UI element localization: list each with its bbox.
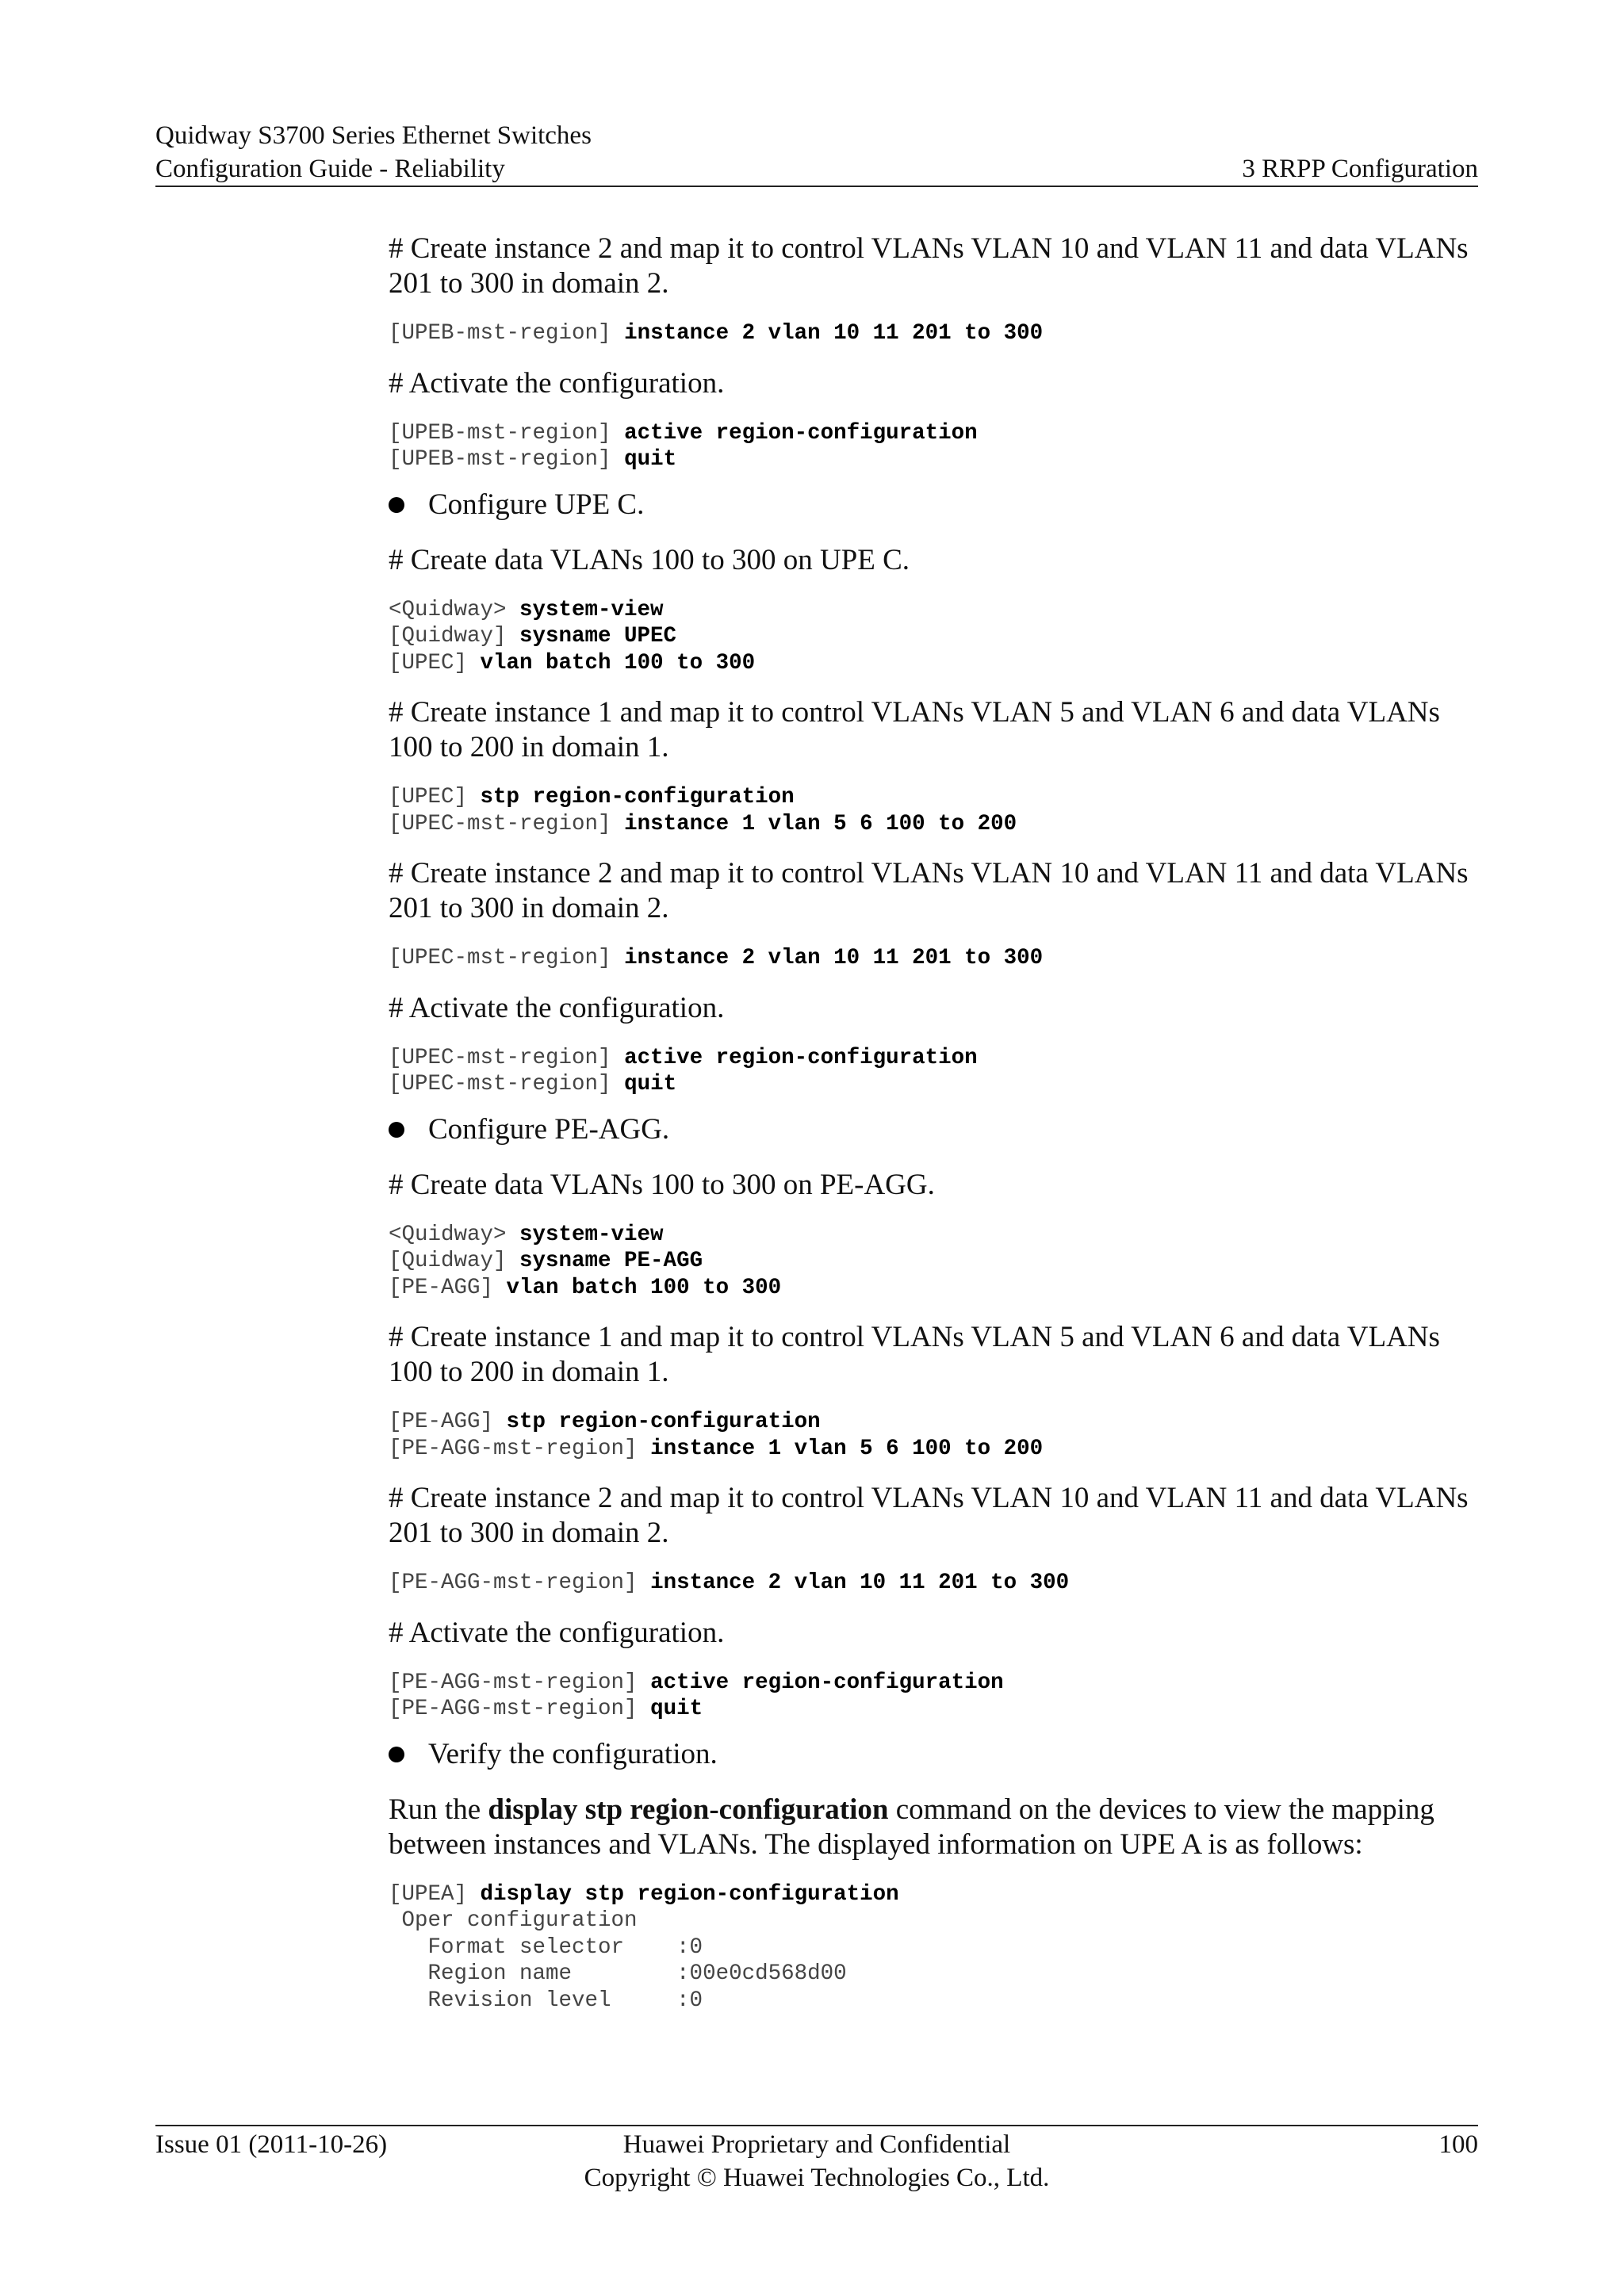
code-command: vlan batch 100 to 300 (480, 650, 756, 675)
bullet-dot-icon (389, 497, 404, 513)
code-line (389, 811, 1480, 838)
code-command: system-view (519, 597, 664, 622)
code-prompt: [UPEC-mst-region] (389, 1072, 625, 1096)
code-prompt: [Quidway] (389, 624, 520, 649)
code-line (389, 1881, 1480, 1908)
code-command: active region-configuration (624, 420, 978, 446)
code-prompt: [UPEC] (389, 785, 481, 809)
code-block (389, 945, 1480, 972)
header-chapter-title: 3 RRPP Configuration (1242, 155, 1478, 183)
code-prompt: [PE-AGG-mst-region] (389, 1670, 651, 1695)
code-prompt: <Quidway> (389, 597, 520, 622)
code-prompt: [PE-AGG-mst-region] (389, 1436, 651, 1461)
code-prompt: [UPEC-mst-region] (389, 1045, 625, 1070)
paragraph-text: Run the (389, 1793, 488, 1826)
code-command: instance 2 vlan 10 11 201 to 300 (624, 946, 1044, 970)
code-command: quit (650, 1697, 703, 1721)
code-command: system-view (519, 1222, 664, 1247)
bullet-dot-icon (389, 1122, 404, 1138)
header-product-title: Quidway S3700 Series Ethernet Switches (155, 121, 592, 150)
paragraph-text: command on the devices to view the mapping between instances and VLANs. The displayed information on UPE A is as follows: (389, 1793, 1434, 1861)
code-line (389, 1275, 1480, 1302)
code-prompt: [UPEB-mst-region] (389, 447, 625, 472)
code-prompt: [UPEB-mst-region] (389, 420, 625, 446)
code-block (389, 1670, 1480, 1723)
code-prompt: [UPEC-mst-region] (389, 811, 625, 836)
code-prompt: Oper configuration (389, 1908, 638, 1933)
code-block (389, 420, 1480, 473)
code-line (389, 1670, 1480, 1697)
paragraph: # Activate the configuration. (389, 1616, 725, 1649)
paragraph: # Create instance 2 and map it to control VLANs VLAN 10 and VLAN 11 and data VLANs 201 to 300 in domain 2. (389, 232, 1469, 300)
code-line (389, 420, 1480, 447)
code-line (389, 650, 1480, 677)
code-prompt: [PE-AGG] (389, 1275, 507, 1300)
code-block (389, 1409, 1480, 1462)
code-prompt: <Quidway> (389, 1222, 520, 1247)
code-line (389, 1988, 1480, 2015)
code-line (389, 1908, 1480, 1934)
code-command: display stp region-configuration (480, 1881, 899, 1907)
code-command: stp region-configuration (506, 1410, 821, 1434)
code-prompt: Format selector :0 (389, 1934, 703, 1960)
bullet-text: Configure UPE C. (428, 488, 645, 521)
code-command: quit (624, 1072, 677, 1096)
code-command: instance 2 vlan 10 11 201 to 300 (650, 1571, 1070, 1595)
footer-center (155, 2128, 1478, 2195)
footer-confidential: Huawei Proprietary and Confidential (622, 2130, 1011, 2159)
header-guide-title: Configuration Guide - Reliability (155, 155, 505, 183)
code-prompt: Revision level :0 (389, 1988, 703, 2013)
code-line (389, 1961, 1480, 1988)
code-line (389, 1570, 1480, 1597)
code-command: instance 2 vlan 10 11 201 to 300 (624, 321, 1044, 346)
paragraph: # Create instance 2 and map it to control VLANs VLAN 10 and VLAN 11 and data VLANs 201 to 300 in domain 2. (389, 1482, 1469, 1549)
code-line (389, 1248, 1480, 1275)
page-header (155, 119, 1478, 186)
bullet-dot-icon (389, 1747, 404, 1762)
paragraph: # Activate the configuration. (389, 366, 725, 400)
code-command: sysname UPEC (519, 624, 677, 649)
code-command: vlan batch 100 to 300 (506, 1275, 782, 1300)
paragraph: # Activate the configuration. (389, 991, 725, 1024)
code-line (389, 623, 1480, 650)
code-command: quit (624, 447, 677, 472)
code-line (389, 320, 1480, 347)
paragraph (389, 1793, 1480, 1862)
code-block (389, 1045, 1480, 1098)
code-line (389, 1696, 1480, 1723)
footer-issue: Issue 01 (2011-10-26) (155, 2130, 388, 2159)
code-prompt: Region name :00e0cd568d00 (389, 1961, 847, 1986)
bullet-text: Configure PE-AGG. (428, 1112, 670, 1146)
code-prompt: [UPEC-mst-region] (389, 946, 625, 970)
document-body (389, 232, 1480, 2014)
page-number: 100 (1438, 2130, 1478, 2159)
code-command: active region-configuration (650, 1670, 1004, 1695)
header-divider (155, 186, 1478, 187)
code-block (389, 1222, 1480, 1302)
code-line (389, 1071, 1480, 1098)
paragraph: # Create instance 2 and map it to control VLANs VLAN 10 and VLAN 11 and data VLANs 201 to 300 in domain 2. (389, 857, 1469, 924)
paragraph: # Create data VLANs 100 to 300 on PE-AGG. (389, 1168, 935, 1201)
code-command: instance 1 vlan 5 6 100 to 200 (624, 811, 1017, 836)
code-block (389, 1881, 1480, 2015)
code-line (389, 597, 1480, 624)
code-block (389, 597, 1480, 677)
footer-copyright: Copyright © Huawei Technologies Co., Ltd. (584, 2164, 1050, 2192)
code-line (389, 1436, 1480, 1463)
command-name: display stp region-configuration (488, 1793, 889, 1826)
code-prompt: [PE-AGG-mst-region] (389, 1571, 651, 1595)
code-command: active region-configuration (624, 1045, 978, 1070)
bullet-text: Verify the configuration. (428, 1737, 718, 1770)
code-line (389, 1934, 1480, 1961)
code-command: sysname PE-AGG (519, 1249, 703, 1273)
code-line (389, 784, 1480, 811)
code-prompt: [Quidway] (389, 1249, 520, 1273)
code-prompt: [UPEA] (389, 1881, 481, 1907)
code-line (389, 446, 1480, 473)
code-command: instance 1 vlan 5 6 100 to 200 (650, 1436, 1044, 1461)
paragraph: # Create instance 1 and map it to control VLANs VLAN 5 and VLAN 6 and data VLANs 100 to 200 in domain 1. (389, 696, 1440, 763)
paragraph: # Create data VLANs 100 to 300 on UPE C. (389, 543, 910, 576)
bullet-item (389, 1112, 1480, 1147)
code-line (389, 1409, 1480, 1436)
code-line (389, 945, 1480, 972)
code-prompt: [PE-AGG] (389, 1410, 507, 1434)
code-command: stp region-configuration (480, 785, 795, 809)
code-prompt: [UPEC] (389, 650, 481, 675)
header-row (155, 152, 1478, 186)
bullet-item (389, 488, 1480, 522)
code-prompt: [UPEB-mst-region] (389, 321, 625, 346)
code-block (389, 1570, 1480, 1597)
code-line (389, 1222, 1480, 1249)
paragraph: # Create instance 1 and map it to control VLANs VLAN 5 and VLAN 6 and data VLANs 100 to 200 in domain 1. (389, 1321, 1440, 1388)
footer-divider (155, 2125, 1478, 2126)
code-line (389, 1045, 1480, 1072)
code-prompt: [PE-AGG-mst-region] (389, 1697, 651, 1721)
code-block (389, 320, 1480, 347)
bullet-item (389, 1737, 1480, 1772)
code-block (389, 784, 1480, 837)
